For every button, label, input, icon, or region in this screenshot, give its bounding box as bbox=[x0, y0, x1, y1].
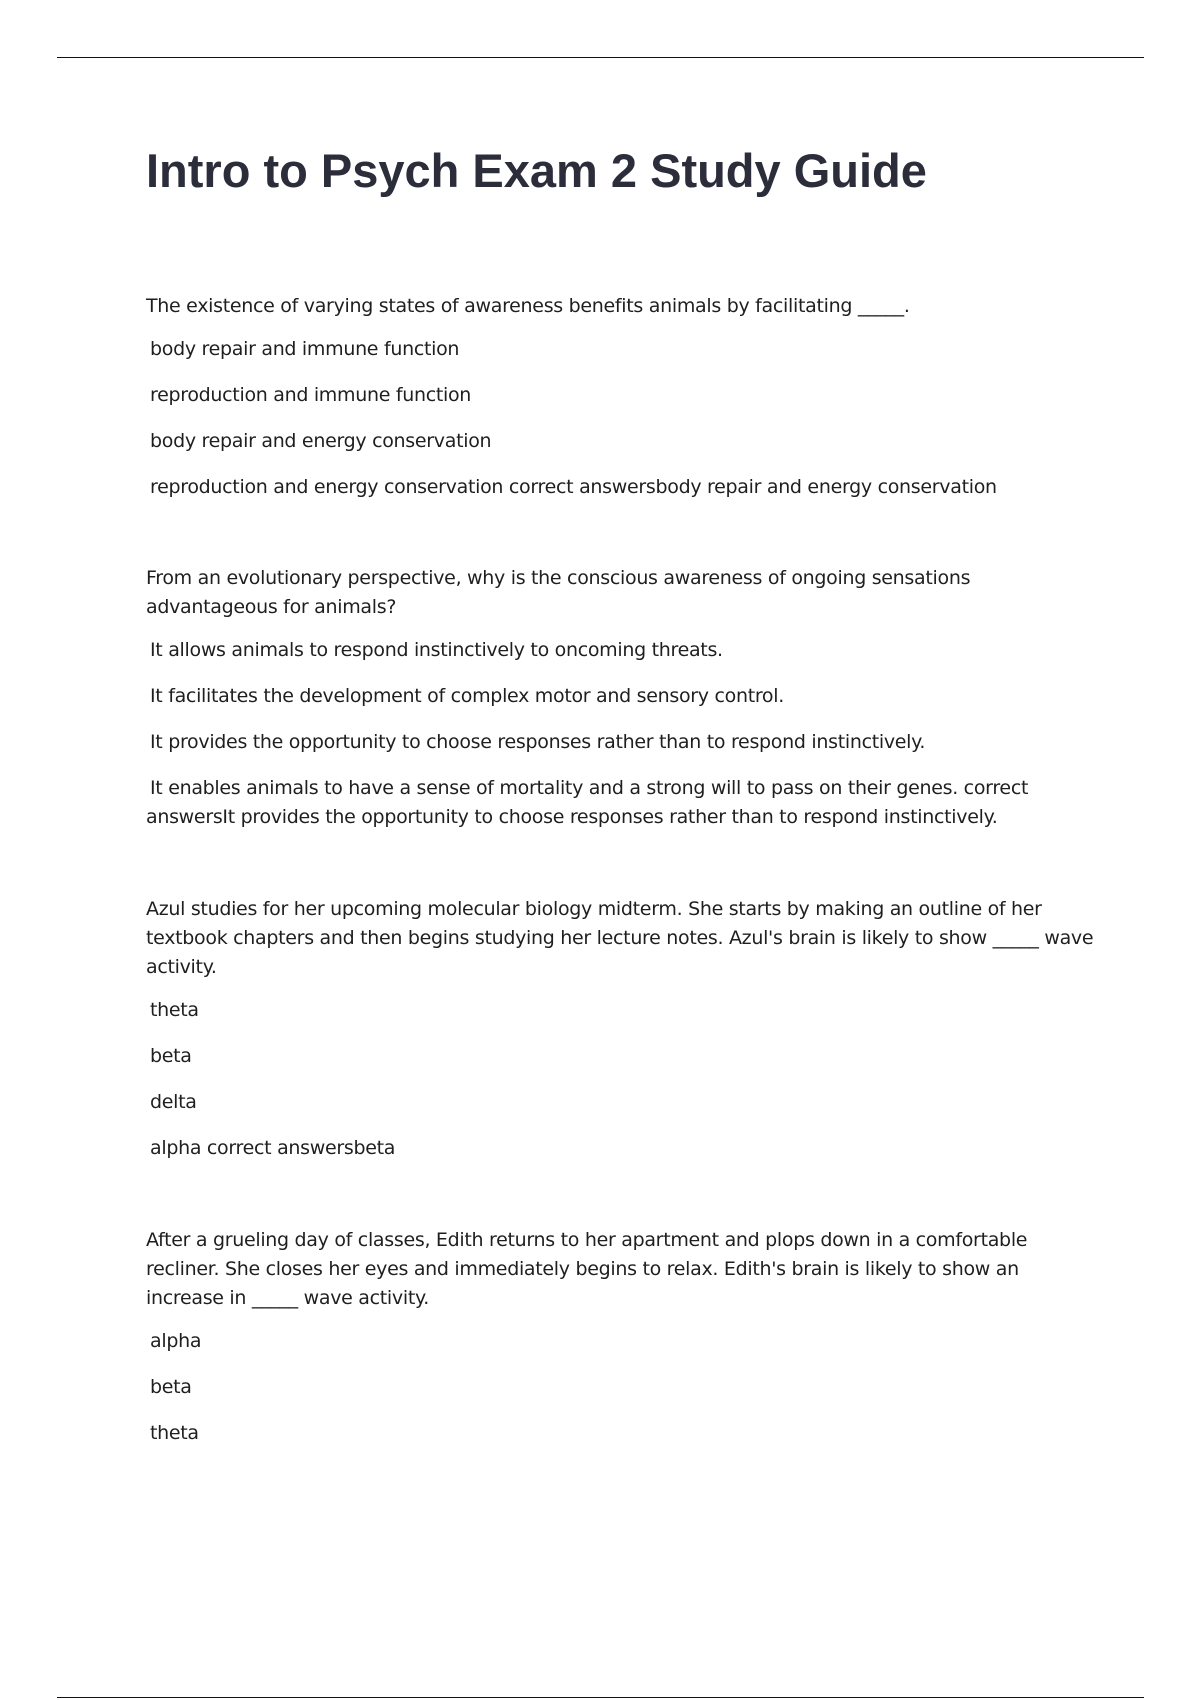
option-list bbox=[146, 1313, 1096, 1451]
question-3 bbox=[146, 895, 1096, 1166]
page-title: Intro to Psych Exam 2 Study Guide bbox=[146, 144, 927, 197]
question-1 bbox=[146, 292, 1096, 505]
option-list bbox=[146, 622, 1096, 832]
question-prompt: The existence of varying states of awareness benefits animals by facilitating _____. bbox=[146, 295, 910, 317]
question-prompt: After a grueling day of classes, Edith returns to her apartment and plops down in a comfortable recliner. She closes her eyes and immediately begins to relax. Edith's brain is likely to show an increase in _____ wave activity. bbox=[146, 1229, 1028, 1309]
option-item: delta bbox=[150, 1091, 197, 1113]
question-prompt: Azul studies for her upcoming molecular biology midterm. She starts by making an outline of her textbook chapters and then begins studying her lecture notes. Azul's brain is likely to show _____ wave activity. bbox=[146, 898, 1094, 978]
bottom-rule bbox=[57, 1697, 1144, 1698]
option-item: theta bbox=[150, 1422, 199, 1444]
option-item: theta bbox=[150, 999, 199, 1021]
option-list bbox=[146, 982, 1096, 1166]
option-item: alpha bbox=[150, 1330, 202, 1352]
option-item: It facilitates the development of complex motor and sensory control. bbox=[150, 685, 784, 707]
option-item: It enables animals to have a sense of mortality and a strong will to pass on their genes. correct answersIt provides the opportunity to choose responses rather than to respond instinctively. bbox=[146, 777, 1029, 828]
top-rule bbox=[57, 57, 1144, 58]
option-item: reproduction and energy conservation correct answersbody repair and energy conservation bbox=[150, 476, 997, 498]
option-item: beta bbox=[150, 1045, 192, 1067]
option-item: body repair and immune function bbox=[150, 338, 460, 360]
option-list bbox=[146, 321, 1096, 505]
question-4 bbox=[146, 1226, 1096, 1451]
option-item: alpha correct answersbeta bbox=[150, 1137, 396, 1159]
option-item: beta bbox=[150, 1376, 192, 1398]
option-item: It allows animals to respond instinctively to oncoming threats. bbox=[150, 639, 723, 661]
option-item: reproduction and immune function bbox=[150, 384, 472, 406]
question-2 bbox=[146, 564, 1096, 832]
question-prompt: From an evolutionary perspective, why is the conscious awareness of ongoing sensations advantageous for animals? bbox=[146, 567, 971, 618]
option-item: It provides the opportunity to choose responses rather than to respond instinctively. bbox=[150, 731, 926, 753]
option-item: body repair and energy conservation bbox=[150, 430, 492, 452]
